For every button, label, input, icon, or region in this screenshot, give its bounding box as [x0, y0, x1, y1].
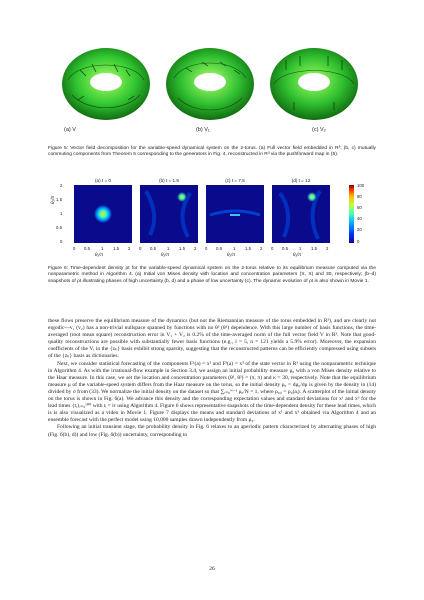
figure5-sublabel-c: (c) V₂: [312, 127, 326, 133]
y-tick: 2: [60, 183, 63, 188]
x-axis-label: θ₁/π: [293, 252, 302, 257]
torus-plot-v2: [266, 40, 362, 133]
x-axis-label: θ₁/π: [95, 252, 104, 257]
y-axis-label: θ₂/π: [50, 195, 55, 204]
colorbar-tick: 40: [357, 216, 362, 221]
density-panel-c: [206, 185, 264, 243]
figure-6: [50, 178, 390, 258]
x-tick: 1: [233, 246, 236, 251]
colorbar-tick: 60: [357, 205, 362, 210]
colorbar-tick: 20: [357, 227, 362, 232]
x-tick: 0.5: [282, 246, 288, 251]
colorbar-tick: 80: [357, 194, 362, 199]
x-tick: 2: [194, 246, 197, 251]
colorbar-tick: 100: [357, 183, 365, 188]
x-axis-label: θ₁/π: [161, 252, 170, 257]
panel-title-a: (a) t = 0: [95, 178, 111, 183]
panel-title-b: (b) t = 1.9: [159, 178, 179, 183]
panel-title-c: (c) t = 7.5: [225, 178, 245, 183]
density-panel-a: [74, 185, 132, 243]
paragraph: Next, we consider statistical forecasting of the components F¹(a) = x¹ and F³(a) = x³ of the state vector in R³ using the nonparametric technique in Algorithm 4. As with the irrational-flow example in Section 3.4, we assign an initial probability measure μ₀ with a von Mises density relative to the Haar measure. In this case, we set the location and concentration parameters (θ¹, θ²) = (π, π) and κ = 30, respectively. Note that the equilibrium measure μ of the variable-speed system differs from the Haar measure on the torus, so the initial density ρ₀ = dμ₀/dμ is given by the density in (14) divided by σ from (33). We normalize the initial density on the dataset so that ∑ᵢ₌₀ᴺ⁻¹ ρ₀/N = 1, where ρ₀,ᵢ = ρ₀(aᵢ). A scatterplot of the initial density on the torus is shown in Fig. 6(a). We advance this density and the corresponding expectation values and standard deviations for x¹ and x³ for the lead times {tᵢ}ᵢ₌₀¹⁰⁰ with tᵢ = iτ using Algorithm 4. Figure 6 shows representative snapshots of the time-dependent density for these lead times, which is is also visualized as a video in Movie 1. Figure 7 displays the means and standard deviations of x¹ and x³ obtained via Algorithm 4 and an ensemble forecast with the perfect model using 10,000 samples drawn independently from μ₀.: [48, 360, 376, 424]
figure-5: [58, 40, 358, 140]
paragraph: Following an initial transient stage, the probability density in Fig. 6 relaxes to an aperiodic pattern characterized by alternating phases of high (Fig. 6(b), d)) and low (Fig. 6(b)) uncertainty, corresponding to: [48, 424, 376, 438]
x-tick: 0.5: [216, 246, 222, 251]
x-tick: 1: [299, 246, 302, 251]
x-tick: 0: [205, 246, 208, 251]
figure5-caption: Figure 5: Vector field decomposition for the variable-speed dynamical system on the 2-torus. (a) Full vector field embedded in R³; (b, c) mutually commuting components from Theorem 5 corresponding to the generators in Fig. 4, reconstructed in R³ via the pushforward map in (5).: [48, 146, 376, 158]
torus-plot-v1: [162, 40, 258, 133]
y-tick: 0.5: [56, 225, 62, 230]
x-tick: 0.5: [84, 246, 90, 251]
torus-plot-v: [58, 40, 154, 133]
x-tick: 2: [128, 246, 131, 251]
x-tick: 0: [139, 246, 142, 251]
x-tick: 1.5: [311, 246, 317, 251]
x-tick: 0: [271, 246, 274, 251]
y-tick: 1.5: [56, 197, 62, 202]
x-tick: 0.5: [150, 246, 156, 251]
x-tick: 1: [167, 246, 170, 251]
x-tick: 1.5: [245, 246, 251, 251]
body-text: [48, 318, 376, 439]
y-tick: 1: [60, 211, 63, 216]
x-axis-label: θ₁/π: [227, 252, 236, 257]
paragraph: these flows preserve the equilibrium measure of the dynamics (but not the Riemannian measure of the torus embedded in R³), and are clearly not ergodic—v₁ (v₂) has a non-trivial nullspace spanned by functions with no θ² (θ¹) dependence. With this large number of basis functions, the time-averaged (root mean square) reconstruction error in V₁ + V₂ is 0.2% of the time-averaged norm of the full vector field V in R³. Note that good-quality reconstructions are possible with substantially fewer basis functions (e.g., l = 5, n = 121 yields a 5.9% error). Moreover, the expansion coefficients of the Vᵢ in the {zₖ} basis exhibit strong sparsity, suggesting that the reconstructed patterns can be efficiently compressed using subsets of the {zₖ} basis as dictionaries.: [48, 318, 376, 360]
colorbar-tick: 0: [357, 239, 360, 244]
x-tick: 1: [101, 246, 104, 251]
density-panel-d: [272, 185, 330, 243]
figure5-sublabel-b: (b) V₁: [196, 127, 210, 133]
colorbar: [349, 185, 354, 243]
panel-title-d: (d) t = 12: [291, 178, 311, 183]
density-panel-b: [140, 185, 198, 243]
figure5-sublabel-a: (a) V: [64, 127, 76, 133]
x-tick: 2: [260, 246, 263, 251]
x-tick: 0: [73, 246, 76, 251]
x-tick: 2: [326, 246, 329, 251]
figure6-caption: Figure 6: Time-dependent density ρt for the variable-speed dynamical system on the 2-torus relative to its equilibrium measure computed via the nonparametric method in Algorithm 4. (a) Initial von Mises density with location and concentration parameters (π, π) and 30, respectively; (b–d) snapshots of ρt illustrating phases of high uncertainty (b, d) and a phase of low uncertainty (c). The dynamic evolution of ρt is also shown in Movie 1.: [48, 266, 376, 284]
x-tick: 1.5: [113, 246, 119, 251]
y-tick: 0: [60, 239, 63, 244]
page-number: 26: [209, 566, 215, 572]
x-tick: 1.5: [179, 246, 185, 251]
